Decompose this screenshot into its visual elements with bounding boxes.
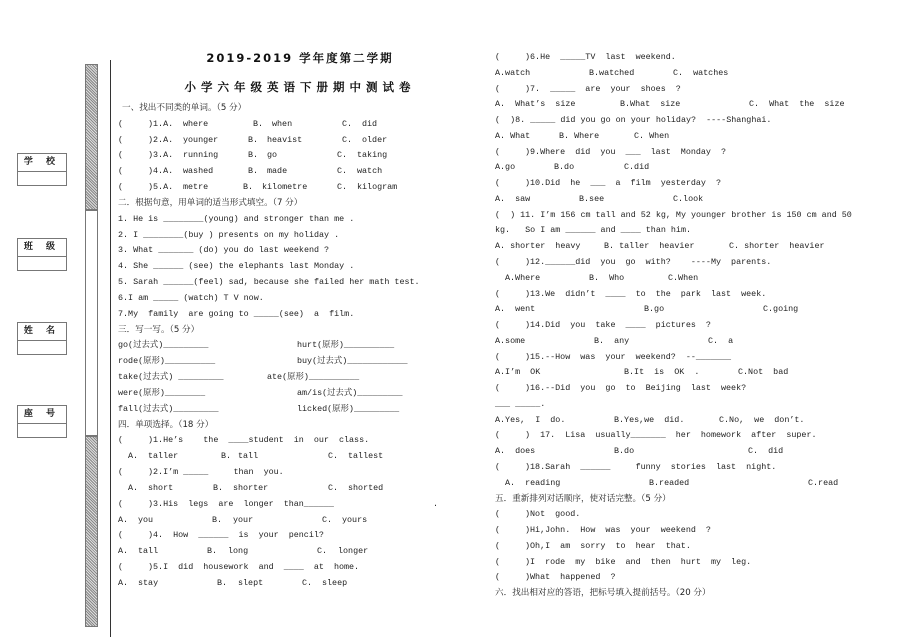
text-segment: B.watched	[589, 67, 635, 78]
text-segment: 5. Sarah ______(feel) sad, because she failed her math test.	[118, 277, 420, 288]
text-segment: A.	[128, 482, 139, 493]
text-segment: )4. How ______ is your pencil?	[148, 530, 324, 541]
text-segment: 三．写一写。（5 分）	[118, 324, 200, 335]
answer-bracket[interactable]: (	[118, 182, 124, 193]
text-segment: B. Where	[559, 130, 600, 141]
text-segment: B.Yes,we did.	[614, 414, 685, 425]
seat-number-label: 座 号	[18, 406, 66, 424]
text-segment: C.	[317, 546, 328, 557]
text-segment: A.some	[495, 335, 526, 346]
text-segment: B.What size	[620, 99, 681, 110]
answer-bracket[interactable]: (	[118, 435, 124, 446]
text-segment: rode(原形)__________	[118, 356, 216, 367]
text-segment: B.	[207, 546, 218, 557]
text-segment: C.	[302, 577, 313, 588]
text-segment: kilometre	[262, 182, 308, 193]
answer-bracket[interactable]: (	[118, 562, 124, 573]
text-segment: )13.We didn’t ____ to the park last week.	[525, 288, 767, 299]
class-label: 班 级	[18, 239, 66, 257]
text-segment: C. What the size	[749, 99, 845, 110]
text-segment: younger	[183, 134, 219, 145]
text-segment: kg. So I am ______ and ____ than him.	[495, 225, 692, 236]
text-segment: short	[148, 482, 174, 493]
answer-bracket[interactable]: (	[118, 150, 124, 161]
text-segment: )14.Did you take ____ pictures ?	[525, 320, 711, 331]
answer-bracket[interactable]: (	[495, 146, 501, 157]
seat-number-field[interactable]	[17, 405, 67, 438]
text-segment: 二．根据句意，用单词的适当形式填空。（7 分）	[118, 197, 303, 208]
answer-bracket[interactable]: (	[495, 556, 501, 567]
answer-bracket[interactable]: (	[495, 257, 501, 267]
text-segment: )7. _____ are your shoes ?	[525, 83, 681, 94]
text-segment: A.I’m OK	[495, 367, 541, 378]
text-segment: )2.I’m _____ than you.	[148, 467, 284, 478]
text-segment: where	[183, 118, 209, 129]
answer-bracket[interactable]: (	[495, 525, 501, 536]
answer-bracket[interactable]: (	[118, 134, 124, 145]
text-segment: longer	[338, 546, 369, 557]
text-segment: A. What’s size	[495, 99, 576, 110]
text-segment: )I rode my bike and then hurt my leg.	[525, 556, 752, 567]
answer-bracket[interactable]: (	[495, 430, 501, 441]
text-segment: B.	[212, 514, 223, 525]
text-segment: )16.--Did you go to Beijing last week?	[525, 383, 747, 394]
answer-bracket[interactable]: (	[495, 540, 501, 551]
answer-bracket[interactable]: (	[495, 178, 501, 189]
text-segment: )2.A.	[148, 134, 174, 145]
text-segment: sleep	[322, 577, 348, 588]
text-segment: C. watches	[673, 67, 729, 78]
text-segment: A.	[128, 451, 139, 462]
answer-bracket[interactable]: (	[118, 467, 124, 478]
text-segment: B.	[248, 166, 259, 177]
text-segment: B.	[213, 482, 224, 493]
answer-bracket[interactable]: (	[495, 383, 501, 394]
exam-year-title: 2019-2019 学年度第二学期	[206, 51, 394, 65]
answer-bracket[interactable]: (	[495, 572, 501, 583]
text-segment: )18.Sarah ______ funny stories last night.	[525, 462, 777, 473]
text-segment: B.	[243, 182, 254, 193]
text-segment: watch	[357, 166, 383, 177]
text-segment: A. shorter heavy	[495, 241, 581, 252]
text-segment: C.	[342, 134, 353, 145]
text-segment: A.go	[495, 162, 516, 173]
text-segment: A. What	[495, 130, 531, 141]
text-segment: )1.A.	[148, 118, 174, 129]
text-segment: C. shorter heavier	[729, 241, 825, 252]
answer-bracket[interactable]: (	[118, 530, 124, 541]
text-segment: A. reading	[505, 477, 561, 488]
text-segment: heavist	[267, 134, 303, 145]
text-segment: C.	[328, 451, 339, 462]
text-segment: C.	[337, 166, 348, 177]
text-segment: A. does	[495, 446, 536, 457]
text-segment: tall	[138, 546, 159, 557]
binding-strip-hatch-bottom	[85, 436, 98, 627]
text-segment: B. any	[594, 335, 630, 346]
name-label: 姓 名	[18, 323, 66, 341]
text-segment: shorter	[233, 482, 269, 493]
binding-strip-hatch-top	[85, 64, 98, 210]
text-segment: 一、找出不同类的单词。（5 分）	[122, 103, 247, 113]
text-segment: ate(原形)__________	[267, 372, 360, 383]
text-segment: A.	[118, 546, 129, 557]
text-segment: made	[267, 166, 288, 177]
text-segment: am/is(过去式)_________	[297, 387, 403, 398]
answer-bracket[interactable]: (	[495, 288, 501, 299]
text-segment: A.	[118, 514, 129, 525]
text-segment: A.Where	[505, 272, 541, 283]
text-segment: C.When	[668, 272, 699, 283]
text-segment: 六．找出相对应的答语，把标号填入提前括号。（20 分）	[495, 588, 711, 599]
text-segment: hurt(原形)__________	[297, 340, 395, 351]
text-segment: .	[433, 498, 439, 509]
text-segment: 2. I ________(buy ) presents on my holiday .	[118, 229, 340, 240]
answer-bracket[interactable]: (	[495, 509, 501, 520]
text-segment: ( )8. _____ did you go on your holiday? ----Shanghai.	[495, 115, 772, 126]
text-segment: go	[267, 150, 278, 161]
text-segment: C. a	[708, 335, 734, 346]
text-segment: )1.He’s the ____student in our class.	[148, 435, 370, 446]
text-segment: B.readed	[649, 477, 690, 488]
text-segment: go(过去式)_________	[118, 340, 209, 351]
text-segment: 1. He is ________(young) and stronger than me .	[118, 213, 355, 224]
answer-bracket[interactable]: (	[495, 351, 501, 362]
text-segment: C.	[337, 150, 348, 161]
text-segment: B.do	[554, 162, 575, 173]
text-segment: long	[228, 546, 249, 557]
text-segment: C.	[328, 482, 339, 493]
text-segment: B.	[248, 134, 259, 145]
text-segment: )10.Did he ___ a film yesterday ?	[525, 178, 722, 189]
text-segment: C.Not bad	[738, 367, 789, 378]
text-segment: )15.--How was your weekend? --_______	[525, 351, 732, 362]
answer-bracket[interactable]: (	[118, 118, 124, 129]
answer-bracket[interactable]: (	[495, 462, 501, 473]
text-segment: A.Yes, I do.	[495, 414, 566, 425]
text-segment: you	[138, 514, 154, 525]
text-segment: kilogram	[357, 182, 398, 193]
text-segment: B. Who	[589, 272, 625, 283]
binding-divider-line	[110, 60, 111, 637]
text-segment: 五．重新排列对话顺序，使对话完整。（5 分）	[495, 493, 671, 504]
text-segment: )3.His legs are longer than______	[148, 498, 334, 509]
text-segment: 7.My family are going to _____(see) a film.	[118, 308, 355, 319]
text-segment: B.	[248, 150, 259, 161]
answer-bracket[interactable]: (	[495, 320, 501, 331]
school-field[interactable]	[17, 153, 67, 186]
text-segment: C.did	[624, 162, 650, 173]
text-segment: were(原形)________	[118, 387, 206, 398]
text-segment: shorted	[348, 482, 384, 493]
text-segment: ( ) 11. I’m 156 cm tall and 52 kg, My younger brother is 150 cm and 50	[495, 209, 852, 220]
text-segment: )Oh,I am sorry to hear that.	[525, 540, 691, 551]
text-segment: running	[183, 150, 219, 161]
text-segment: )5.A.	[148, 182, 174, 193]
text-segment: metre	[183, 182, 209, 193]
text-segment: A.watch	[495, 67, 531, 78]
text-segment: A. saw	[495, 193, 531, 204]
text-segment: C.No, we don’t.	[719, 414, 805, 425]
text-segment: buy(过去式)____________	[297, 356, 408, 367]
text-segment: C.	[342, 118, 353, 129]
text-segment: )4.A.	[148, 166, 174, 177]
text-segment: washed	[183, 166, 214, 177]
text-segment: B.	[253, 118, 264, 129]
answer-bracket[interactable]: (	[495, 83, 501, 94]
text-segment: C. When	[634, 130, 670, 141]
text-segment: 4. She ______ (see) the elephants last Monday .	[118, 261, 355, 272]
text-segment: B.see	[579, 193, 605, 204]
text-segment: 四．单项选择。（18 分）	[118, 419, 214, 430]
text-segment: )9.Where did you ___ last Monday ?	[525, 146, 727, 157]
text-segment: taller	[148, 451, 179, 462]
text-segment: )12.______did you go with? ----My parents.	[525, 257, 772, 267]
text-segment: )6.He _____TV last weekend.	[525, 52, 676, 62]
text-segment: take(过去式) _________	[118, 372, 224, 383]
text-segment: )5.I did housework and ____ at home.	[148, 562, 360, 573]
text-segment: yours	[342, 514, 368, 525]
text-segment: )Not good.	[525, 509, 581, 520]
text-segment: licked(原形)_________	[297, 403, 400, 414]
text-segment: C. did	[748, 446, 784, 457]
text-segment: C.	[322, 514, 333, 525]
text-segment: older	[362, 134, 388, 145]
text-segment: )Hi,John. How was your weekend ?	[525, 525, 711, 536]
text-segment: did	[362, 118, 378, 129]
text-segment: C.	[337, 182, 348, 193]
answer-bracket[interactable]: (	[118, 498, 124, 509]
text-segment: A. went	[495, 304, 536, 315]
answer-bracket[interactable]: (	[118, 166, 124, 177]
class-field[interactable]	[17, 238, 67, 271]
name-field[interactable]	[17, 322, 67, 355]
text-segment: )What happened ?	[525, 572, 616, 583]
exam-paper-title: 小学六年级英语下册期中测试卷	[184, 80, 416, 94]
text-segment: when	[272, 118, 293, 129]
text-segment: 6.I am _____ (watch) T V now.	[118, 292, 264, 303]
text-segment: B.	[217, 577, 228, 588]
answer-bracket[interactable]: (	[495, 52, 501, 62]
text-segment: ___ _____.	[495, 398, 546, 409]
text-segment: B.go	[644, 304, 665, 315]
text-segment: C.going	[763, 304, 799, 315]
text-segment: your	[233, 514, 254, 525]
text-segment: B. taller heavier	[604, 241, 695, 252]
text-segment: A.	[118, 577, 129, 588]
text-segment: slept	[238, 577, 264, 588]
text-segment: stay	[138, 577, 159, 588]
text-segment: B.do	[614, 446, 635, 457]
text-segment: tall	[238, 451, 259, 462]
text-segment: C.read	[808, 477, 839, 488]
school-label: 学 校	[18, 154, 66, 172]
text-segment: taking	[357, 150, 388, 161]
text-segment: fall(过去式)_________	[118, 403, 219, 414]
binding-strip-blank	[85, 210, 98, 436]
text-segment: ) 17. Lisa usually_______ her homework after super.	[525, 430, 817, 441]
text-segment: B.	[221, 451, 232, 462]
text-segment: B.It is OK .	[624, 367, 700, 378]
text-segment: )3.A.	[148, 150, 174, 161]
text-segment: 3. What _______ (do) you do last weekend ?	[118, 245, 330, 256]
text-segment: tallest	[348, 451, 384, 462]
text-segment: C.look	[673, 193, 704, 204]
